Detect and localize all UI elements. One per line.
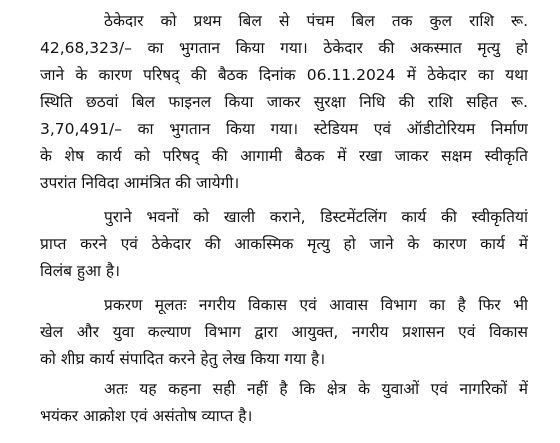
paragraph-delay-reason [40,204,528,285]
text-line: को शीघ्र कार्य संपादित करने हेतु लेख किया गया है। [40,350,326,368]
text-line: प्राप्त करने एवं ठेकेदार की आकस्मिक मृत्यु हो जाने के कारण कार्य में [40,235,528,253]
text-line: 3,70,491/– का भुगतान किया गया। स्टेडियम एवं ऑडीटोरियम निर्माण [40,120,528,138]
paragraph-payment-status [40,8,528,197]
text-line: पुराने भवनों को खाली कराने, डिस्टमेंटलिंग कार्य की स्वीकृतियां [104,208,528,226]
text-line: विलंब हुआ है। [40,262,121,280]
paragraph-conclusion [40,376,528,430]
text-line: अतः यह कहना सही नहीं है कि क्षेत्र के युवाओं एवं नागरिकों में [104,380,528,398]
text-line: के शेष कार्य को परिषद् की आगामी बैठक में रखा जाकर सक्षम स्वीकृति [40,147,528,165]
text-line: उपरांत निविदा आमंत्रित की जायेगी। [40,174,240,192]
text-line: स्थिति छठवां बिल फाइनल किया जाकर सुरक्षा निधि की राशि सहित रू. [40,93,528,111]
text-line: जाने के कारण परिषद् की बैठक दिनांक 06.11.2024 में ठेकेदार का यथा [40,66,528,84]
text-line: ठेकेदार को प्रथम बिल से पंचम बिल तक कुल राशि रू. [104,12,528,30]
text-line: 42,68,323/– का भुगतान किया गया। ठेकेदार की अकस्मात मृत्यु हो [40,39,528,57]
paragraph-department-note [40,292,528,373]
text-line: प्रकरण मूलतः नगरीय विकास एवं आवास विभाग का है फिर भी [104,296,528,314]
text-line: खेल और युवा कल्याण विभाग द्वारा आयुक्त, नगरीय प्रशासन एवं विकास [40,323,528,341]
text-line: भयंकर आक्रोश एवं असंतोष व्याप्त है। [40,407,253,425]
